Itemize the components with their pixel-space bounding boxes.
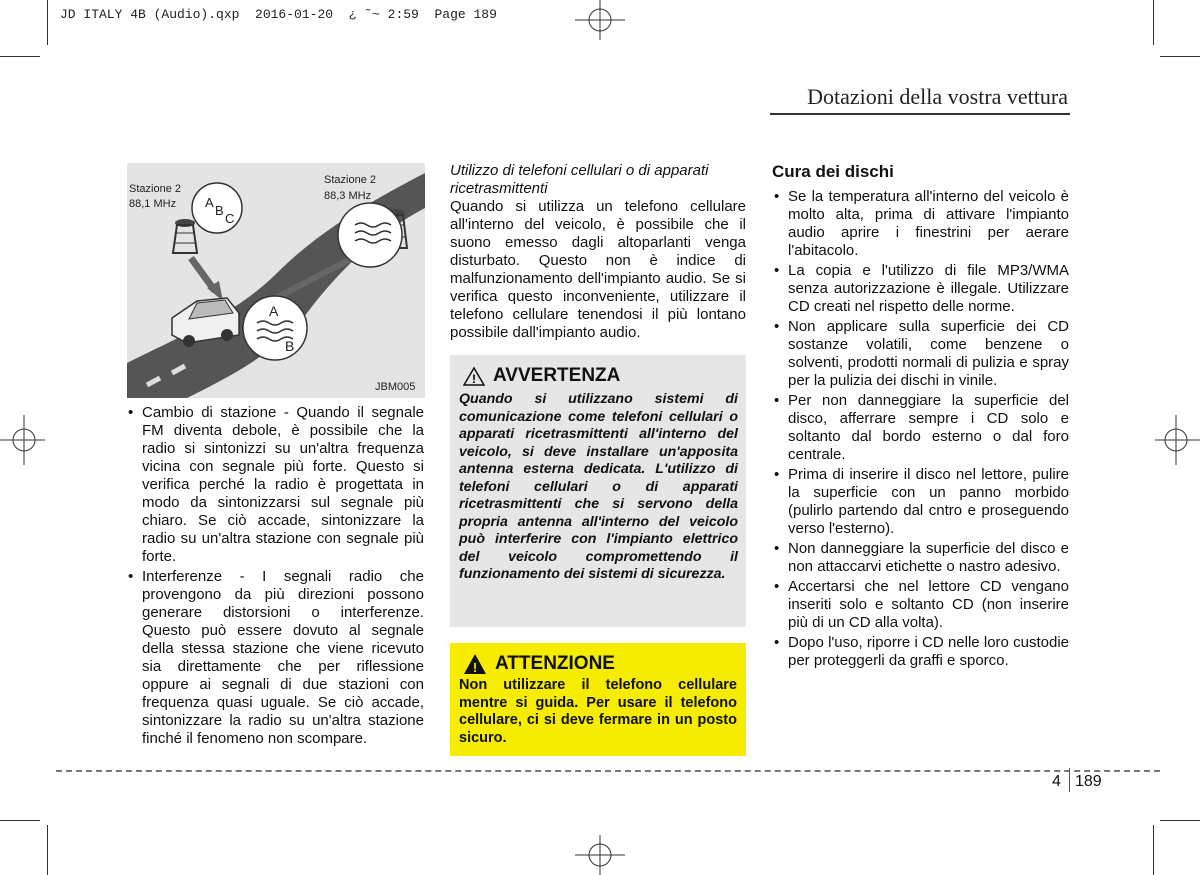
warning-text: Quando si utilizzano sistemi di comunicazione come telefoni cellulari o apparati ricetrasmittenti all'interno del veicolo, si deve installare un'apposita antenna esterna dedicata. L'utilizzo di telefoni cellulari o di apparati ricetrasmittenti che si servono della propria antenna all'interno del veicolo può interferire con l'impianto elettrico del veicolo compromettendo il funzionamento dei sistemi di sicurezza. xyxy=(459,391,738,582)
frequency-label-left: 88,1 MHz xyxy=(129,198,177,210)
crop-mark xyxy=(0,820,40,821)
crop-mark xyxy=(1153,0,1154,45)
paragraph-mobile-phones: Quando si utilizza un telefono cellulare all'interno del veicolo, è possibile che il suono emesso dagli altoparlanti venga disturbato. Questo non è indice di malfunzionamento dell'impianto audio. Se si verifica questo inconveniente, utilizzare il telefono cellulare tenendosi il più lontano possibile dall'impianto audio. xyxy=(450,198,746,341)
column-2 xyxy=(450,162,746,342)
list-item: • Interferenze - I segnali radio che provengono da più direzioni possono generare distorsioni o interferenze. Questo può essere dovuto al segnale della stessa stazione che viene ricevuto sia direttamente che per riflessione oppure ai segnali di due stazioni con frequenza quasi uguale. Se ciò accade, sintonizzare la radio su un'altra stazione finché il fenomeno non scompare. xyxy=(126,568,424,748)
warning-heading xyxy=(463,365,738,387)
crop-mark xyxy=(47,825,48,875)
print-header: JD ITALY 4B (Audio).qxp 2016-01-20 ¿ ˜~ 2:59 Page 189 xyxy=(60,7,497,22)
registration-mark-top xyxy=(575,0,625,40)
bubble-letter-b: B xyxy=(215,203,224,218)
warning-title: AVVERTENZA xyxy=(493,365,621,386)
list-item: • Cambio di stazione - Quando il segnale FM diventa debole, è possibile che la radio si sintonizzi su un'altra frequenza vicina con segnale più forte. Questo si verifica perché la radio è progettata in modo da sintonizzarsi sul segnale più chiaro. Se ciò accade, sintonizzare la radio su un'altra stazione con segnale più forte. xyxy=(126,404,424,566)
list-item: • Non applicare sulla superficie dei CD sostanze volatili, come benzene o solventi, prodotti normali di pulizia e spray per la pulizia dei dischi in vinile. xyxy=(772,318,1069,390)
svg-text:!: ! xyxy=(472,372,476,386)
header-rule xyxy=(770,113,1070,115)
chapter-number: 4 xyxy=(1052,773,1061,790)
caution-heading xyxy=(463,653,737,675)
registration-mark-right xyxy=(1155,415,1200,465)
radio-notes-list xyxy=(126,404,424,748)
subheading-mobile-phones: Utilizzo di telefoni cellulari o di apparati ricetrasmittenti xyxy=(450,162,709,197)
station-label-right: Stazione 2 xyxy=(324,174,376,186)
frequency-label-right: 88,3 MHz xyxy=(324,190,372,202)
section-title: Dotazioni della vostra vettura xyxy=(807,84,1068,109)
station-label-left: Stazione 2 xyxy=(129,183,181,195)
bubble-letter-a: A xyxy=(205,195,214,210)
disc-care-heading: Cura dei dischi xyxy=(772,162,894,181)
crop-mark xyxy=(47,0,48,45)
crop-mark xyxy=(1153,825,1154,875)
list-item: • Per non danneggiare la superficie del disco, afferrare sempre i CD solo e soltanto dal bordo esterno o dal foro centrale. xyxy=(772,392,1069,464)
warning-box xyxy=(450,355,746,627)
disc-care-list xyxy=(772,188,1069,670)
caution-title: ATTENZIONE xyxy=(495,653,615,674)
list-item: • Prima di inserire il disco nel lettore, pulire la superficie con un panno morbido (pulirlo partendo dal cntro e proseguendo verso l'esterno). xyxy=(772,466,1069,538)
caution-box xyxy=(450,643,746,756)
list-item: • Dopo l'uso, riporre i CD nelle loro custodie per proteggerli da graffi e sporco. xyxy=(772,634,1069,670)
bubble-letter-c: C xyxy=(225,211,235,226)
warning-triangle-icon xyxy=(463,366,485,386)
page-number: 189 xyxy=(1075,773,1102,790)
list-item: • Non danneggiare la superficie del disco e non attaccarvi etichette o nastro adesivo. xyxy=(772,540,1069,576)
radio-tower-left xyxy=(173,219,197,253)
figure-code: JBM005 xyxy=(375,381,416,393)
registration-mark-bottom xyxy=(575,835,625,875)
caution-text: Non utilizzare il telefono cellulare mentre si guida. Per usare il telefono cellulare, ci si deve fermare in un posto sicuro. xyxy=(459,677,737,746)
list-item: • Se la temperatura all'interno del veicolo è molto alta, prima di attivare l'impianto audio aprire i finestrini per aerare l'abitacolo. xyxy=(772,188,1069,260)
bubble-letter-a: A xyxy=(269,303,279,319)
caution-triangle-icon xyxy=(463,653,487,675)
registration-mark-left xyxy=(0,415,45,465)
column-1 xyxy=(126,404,424,750)
radio-reception-figure xyxy=(127,163,425,398)
crop-mark xyxy=(1160,56,1200,57)
list-item: • La copia e l'utilizzo di file MP3/WMA senza autorizzazione è illegale. Utilizzare CD creati nel rispetto delle norme. xyxy=(772,262,1069,316)
bubble-letter-b: B xyxy=(285,338,295,354)
footer-rule xyxy=(56,770,1160,772)
crop-mark xyxy=(1160,820,1200,821)
crop-mark xyxy=(0,56,40,57)
list-item: • Accertarsi che nel lettore CD vengano inseriti solo e soltanto CD (non inserire più di un CD alla volta). xyxy=(772,578,1069,632)
column-3 xyxy=(772,162,1069,672)
svg-text:!: ! xyxy=(472,660,478,675)
page-number-divider xyxy=(1069,768,1070,792)
car-illustration xyxy=(172,298,239,347)
